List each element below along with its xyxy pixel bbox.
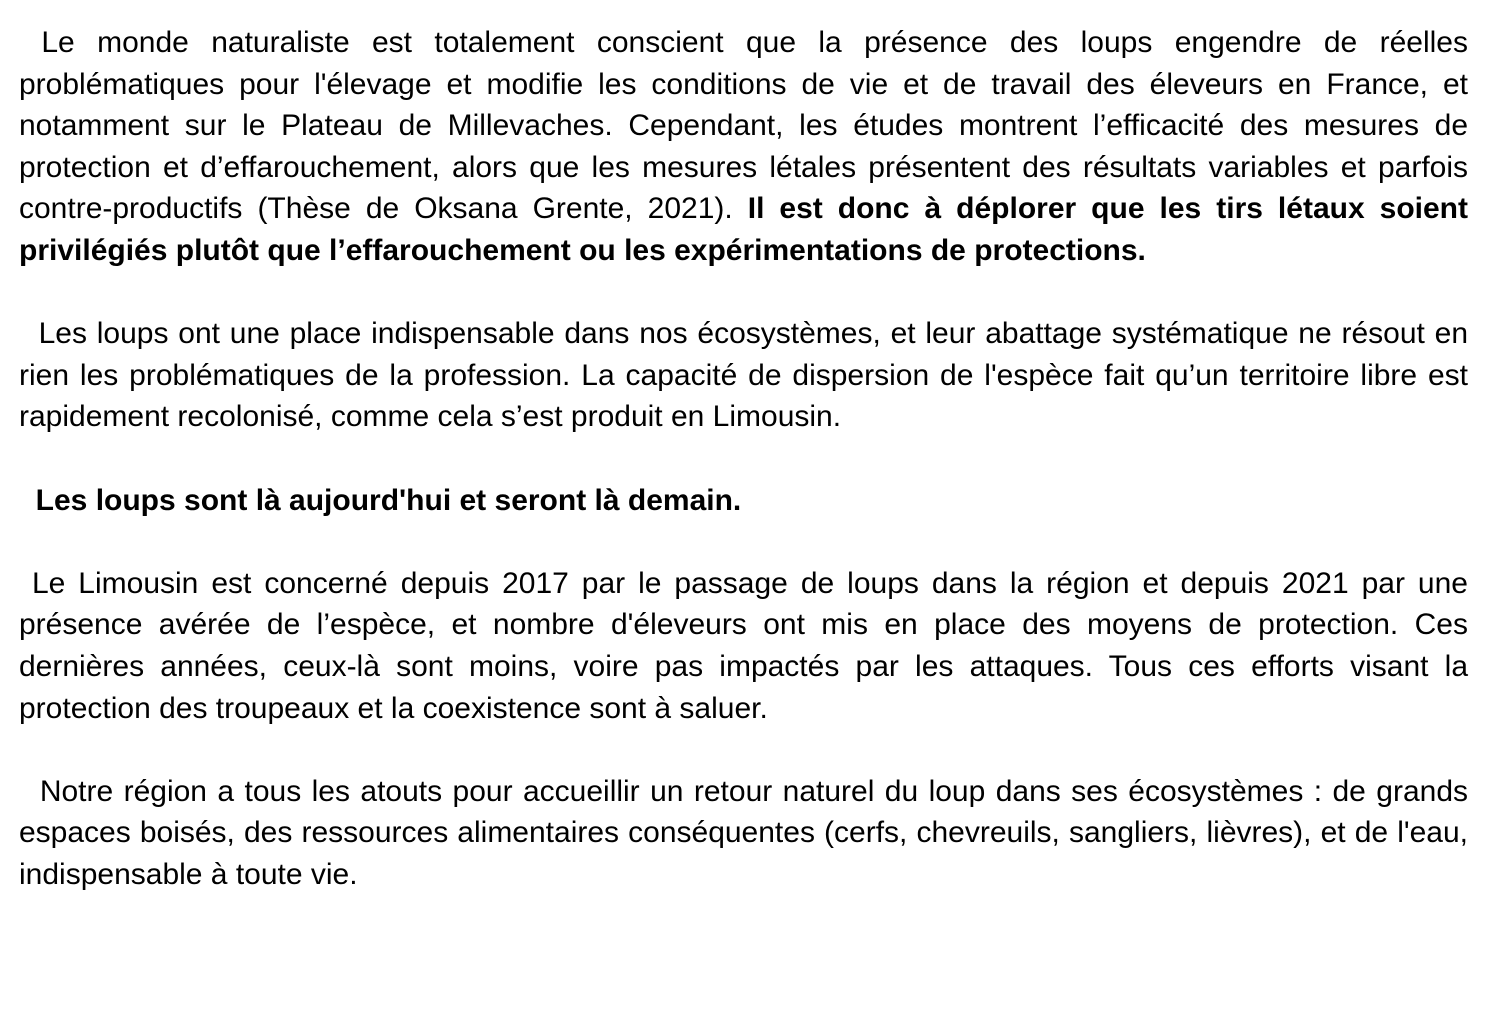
paragraph-1 xyxy=(19,22,1468,272)
paragraph-5-text: Notre région a tous les atouts pour accueillir un retour naturel du loup dans ses écosystèmes : de grands espaces boisés, des ressources alimentaires conséquentes (cerfs, chevreuils, sangliers, lièvres), et de l'eau, indispensable à toute vie. xyxy=(19,774,1469,891)
paragraph-5 xyxy=(19,771,1468,896)
paragraph-4-text: Le Limousin est concerné depuis 2017 par le passage de loups dans la région et depuis 2021 par une présence avérée de l’espèce, et nombre d'éleveurs ont mis en place des moyens de protection. Ces dernières années, ceux-là sont moins, voire pas impactés par les attaques. Tous ces efforts visant la protection des troupeaux et la coexistence sont à saluer. xyxy=(19,566,1468,725)
paragraph-gap xyxy=(19,438,1468,480)
paragraph-3 xyxy=(19,480,1468,522)
paragraph-2 xyxy=(19,313,1468,438)
paragraph-gap xyxy=(19,729,1468,771)
paragraph-3-bold-text: Les loups sont là aujourd'hui et seront là demain. xyxy=(35,483,742,517)
paragraph-1-text: Le monde naturaliste est totalement conscient que la présence des loups engendre de réelles problématiques pour l'élevage et modifie les conditions de vie et de travail des éleveurs en France, et notamment sur le Plateau de Millevaches. Cependant, les études montrent l’efficacité des mesures de protection et d’effarouchement, alors que les mesures létales présentent des résultats variables et parfois contre-productifs (Thèse de Oksana Grente, 2021). xyxy=(19,26,1468,226)
paragraph-4 xyxy=(19,563,1468,729)
paragraph-2-text: Les loups ont une place indispensable dans nos écosystèmes, et leur abattage systématique ne résout en rien les problématiques de la profession. La capacité de dispersion de l'espèce fait qu’un territoire libre est rapidement recolonisé, comme cela s’est produit en Limousin. xyxy=(19,317,1469,434)
paragraph-gap xyxy=(19,521,1468,563)
paragraph-gap xyxy=(19,272,1468,314)
paragraph-1-bold-text: Il est donc à déplorer que les tirs létaux soient privilégiés plutôt que l’effarouchement ou les expérimentations de protections. xyxy=(19,192,1468,267)
